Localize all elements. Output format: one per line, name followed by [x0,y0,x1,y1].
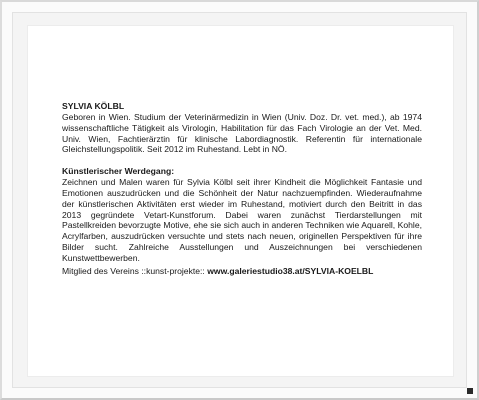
gallery-link[interactable]: www.galeriestudio38.at/SYLVIA-KOELBL [207,265,374,276]
artist-bio: Geboren in Wien. Studium der Veterinärmedizin in Wien (Univ. Doz. Dr. vet. med.), ab 1974 wissenschaftliche Tätigkeit als Virologin, Habilitation für das Fach Virologie an der Vet. Med. Univ. Wien, Fachtierärztin für klinische Labordiagnostik. Referentin für internationale Gleichstellungspolitik. Seit 2012 im Ruhestand. Lebt in NÖ. [62,112,422,155]
career-heading: Künstlerischer Werdegang: [62,166,175,177]
artist-text-block [62,101,422,276]
membership-prefix: Mitglied des Vereins ::kunst-projekte:: [62,265,208,276]
career-text: Zeichnen und Malen waren für Sylvia Kölbl seit ihrer Kindheit die Möglichkeit Fantasie und Emotionen auszudrücken und die Schönheit der Natur nachzuempfinden. Wiederaufnahme der künstlerischen Aktivitäten erst wieder im Ruhestand, motiviert durch den Beitritt in das 2013 gegründete Vetart-Kunstforum. Dabei waren zunächst Tierdarstellungen mit Pastellkreiden bevorzugte Motive, ehe sie sich auch in anderen Techniken wie Aquarell, Kohle, Acrylfarben, auszudrücken versuchte und stets nach neuen, originellen Perspektiven für ihre Bilder sucht. Zahlreiche Ausstellungen und Auszeichnungen bei verschiedenen Kunstwettbewerben. [62,177,422,263]
membership-line [62,266,422,277]
paragraph-gap [62,155,422,166]
artist-name: SYLVIA KÖLBL [62,101,125,111]
frame-corner-mark [467,388,473,394]
